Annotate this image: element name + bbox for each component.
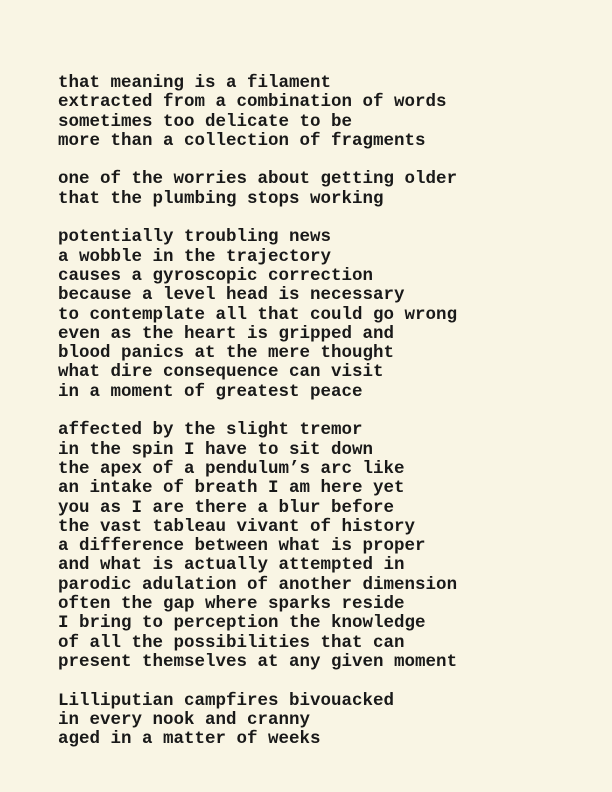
poem-line: what dire consequence can visit <box>58 362 384 383</box>
poem-line: aged in a matter of weeks <box>58 729 321 750</box>
poem-line: often the gap where sparks reside <box>58 594 405 615</box>
poem-line: to contemplate all that could go wrong <box>58 304 458 325</box>
poem-line: and what is actually attempted in <box>58 555 405 576</box>
poem-line: more than a collection of fragments <box>58 130 426 151</box>
poem-line: I bring to perception the knowledge <box>58 613 426 634</box>
poem-line: that the plumbing stops working <box>58 188 384 209</box>
poem-line: affected by the slight tremor <box>58 420 363 441</box>
poem-line: one of the worries about getting older <box>58 169 458 190</box>
poem-body <box>58 74 612 749</box>
stanza-1 <box>58 74 612 151</box>
poem-line: extracted from a combination of words <box>58 92 447 113</box>
poem-line: present themselves at any given moment <box>58 651 458 672</box>
poem-line: the apex of a pendulum’s arc like <box>58 458 405 479</box>
poem-line: you as I are there a blur before <box>58 497 395 518</box>
poem-line: of all the possibilities that can <box>58 632 405 653</box>
poem-line: sometimes too delicate to be <box>58 111 353 132</box>
stanza-4 <box>58 421 612 672</box>
stanza-5 <box>58 692 612 750</box>
poem-line: parodic adulation of another dimension <box>58 574 458 595</box>
poem-line: the vast tableau vivant of history <box>58 516 416 537</box>
poem-line: in the spin I have to sit down <box>58 439 374 460</box>
poem-line: Lilliputian campfires bivouacked <box>58 690 395 711</box>
poem-line: blood panics at the mere thought <box>58 343 395 364</box>
poem-line: a difference between what is proper <box>58 536 426 557</box>
stanza-3 <box>58 228 612 402</box>
poem-line: an intake of breath I am here yet <box>58 478 405 499</box>
poem-line: in a moment of greatest peace <box>58 381 363 402</box>
poem-line: causes a gyroscopic correction <box>58 265 374 286</box>
poem-line: potentially troubling news <box>58 227 332 248</box>
stanza-2 <box>58 170 612 209</box>
poem-line: that meaning is a filament <box>58 73 332 93</box>
poem-line: in every nook and cranny <box>58 709 311 730</box>
poem-line: because a level head is necessary <box>58 285 405 306</box>
poem-line: a wobble in the trajectory <box>58 246 332 267</box>
poem-line: even as the heart is gripped and <box>58 323 395 344</box>
